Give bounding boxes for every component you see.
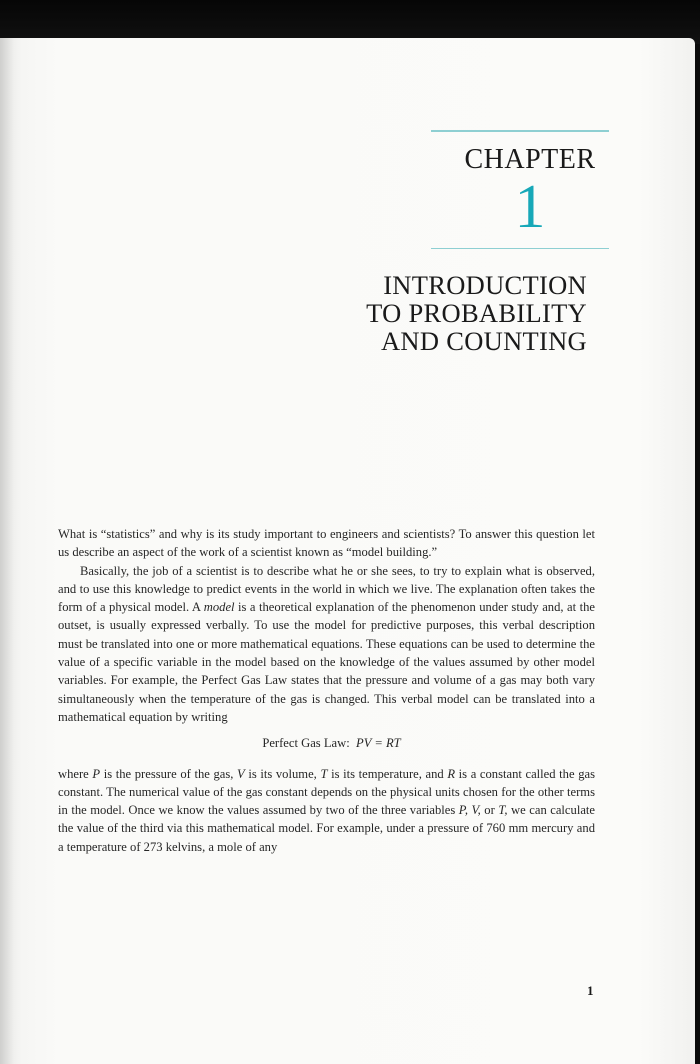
p3-text: is a constant called the gas constant. The numerical value of the gas constant depends on the physical units chosen for the other terms in the model. Once we know the values assumed by two of the three variables [58, 766, 595, 818]
chapter-bottom-rule [431, 248, 609, 250]
paragraph-2 [58, 562, 595, 727]
paragraph-2-term: model [203, 600, 235, 615]
chapter-title [366, 271, 587, 355]
chapter-title-line-3: AND COUNTING [380, 326, 587, 356]
p3-var-r: R [447, 766, 456, 781]
spine-shadow [0, 38, 14, 1064]
p3-var-t2: T, [498, 803, 508, 818]
chapter-title-line-1: INTRODUCTION [383, 270, 587, 300]
p3-text: we can calculate the value of the third via this mathematical model. For example, under a pressure of 760 mm mercury and a temperature of 273 kelvins, a mole of any [58, 803, 595, 854]
p3-var-v: V [237, 766, 245, 781]
chapter-number: 1 [514, 172, 546, 241]
paragraph-3 [58, 765, 595, 856]
p3-var-t: T [320, 766, 328, 781]
page-number: 1 [587, 983, 594, 998]
paragraph-2-end: is a theoretical explanation of the phenomenon under study and, at the outset, is usually expressed verbally. To use the model for predictive purposes, this verbal description must be translated into one or more mathematical equations. These equations can be used to determine the value of a specific variable in the model based on the knowledge of the values assumed by other model variables. For example, the Perfect Gas Law states that the pressure and volume of a gas may both vary simultaneously when the temperature of the gas is changed. This verbal model can be translated into a mathematical equation by writing [58, 600, 595, 724]
p3-vars-pv: P, V, [458, 803, 481, 818]
p3-text: is the pressure of the gas, [100, 766, 238, 781]
chapter-heading-block [431, 130, 609, 249]
paragraph-2-start: Basically, the job of a scientist is to describe what he or she sees, to try to explain what is observed, and to use this knowledge to predict events in the world in which we live. The explanation often takes the form of a physical model. A [58, 563, 595, 615]
equation-label: Perfect Gas Law: [262, 736, 350, 751]
p3-text: is its temperature, and [327, 766, 448, 781]
body-text [58, 525, 595, 856]
p3-text: is its volume, [244, 766, 321, 781]
paragraph-1: What is “statistics” and why is its study important to engineers and scientists? To answer this question let us describe an aspect of the work of a scientist known as “model building.” [58, 527, 595, 560]
perfect-gas-law-equation [58, 734, 595, 752]
book-page [0, 38, 695, 1064]
chapter-title-line-2: TO PROBABILITY [366, 298, 587, 328]
p3-text: where [58, 766, 93, 781]
p3-text: or [480, 803, 499, 818]
equation-formula: PV = RT [356, 736, 401, 751]
chapter-label: CHAPTER [464, 143, 596, 175]
chapter-top-rule [431, 130, 609, 132]
p3-var-p: P [92, 766, 101, 781]
